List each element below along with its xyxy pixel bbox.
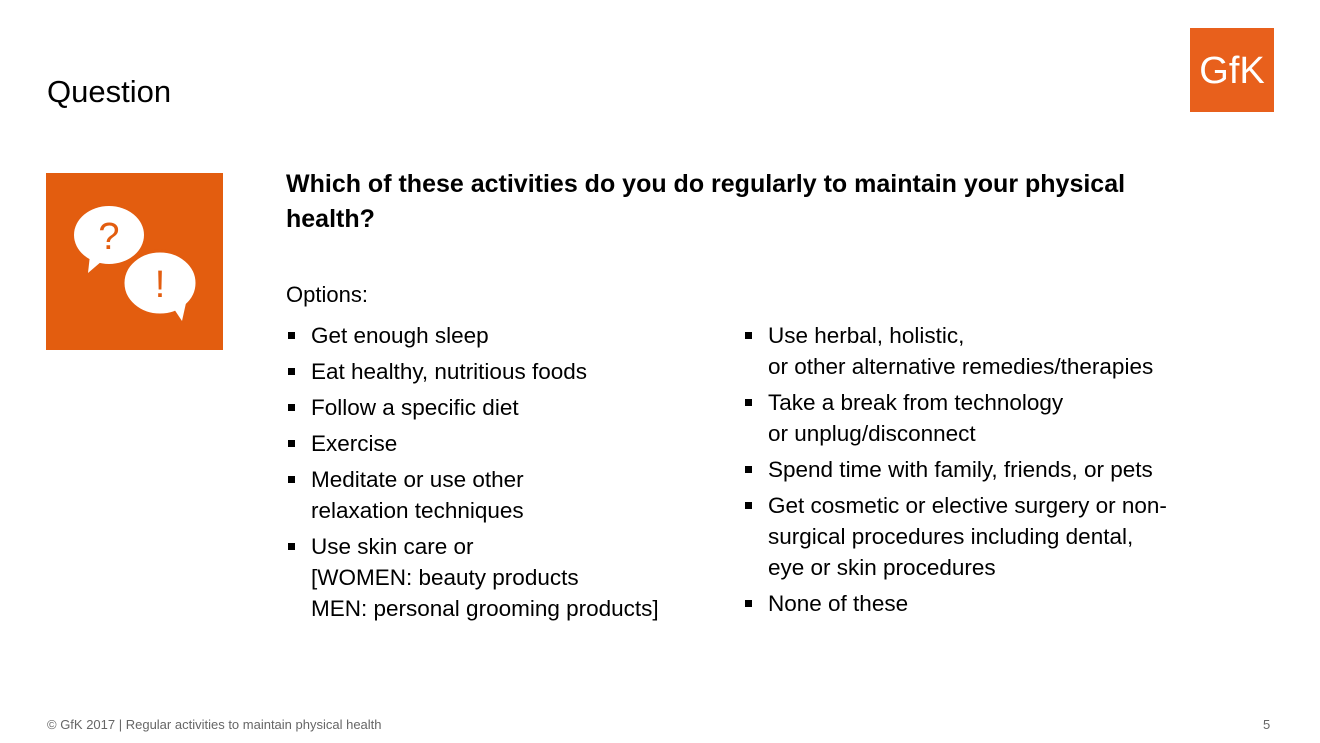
question-exclamation-icon	[46, 173, 223, 350]
slide-title: Question	[47, 74, 172, 109]
option-item	[743, 490, 1167, 583]
option-item	[743, 320, 1167, 382]
option-item	[286, 356, 659, 387]
option-line: Get enough sleep	[311, 323, 489, 348]
option-line: MEN: personal grooming products]	[311, 596, 659, 621]
option-line: surgical procedures including dental,	[768, 524, 1134, 549]
option-item	[743, 454, 1167, 485]
svg-text:GfK: GfK	[1199, 50, 1265, 92]
option-line: Use herbal, holistic,	[768, 323, 965, 348]
options-list-left	[286, 320, 659, 629]
option-line: Get cosmetic or elective surgery or non-	[768, 493, 1167, 518]
option-line: Meditate or use other	[311, 467, 524, 492]
svg-text:?: ?	[98, 216, 120, 258]
options-list-right	[743, 320, 1167, 624]
option-line: Exercise	[311, 431, 398, 456]
option-line: or unplug/disconnect	[768, 421, 976, 446]
options-label: Options:	[286, 282, 368, 307]
question-text: Which of these activities do you do regularly to maintain your physical health?	[286, 170, 1126, 233]
option-line: Follow a specific diet	[311, 395, 519, 420]
gfk-logo	[1190, 28, 1274, 112]
option-line: [WOMEN: beauty products	[311, 565, 579, 590]
option-line: Take a break from technology	[768, 390, 1064, 415]
option-item	[286, 320, 659, 351]
svg-text:!: !	[154, 264, 166, 306]
option-item	[743, 387, 1167, 449]
option-line: Spend time with family, friends, or pets	[768, 457, 1153, 482]
option-line: None of these	[768, 591, 909, 616]
option-line: Eat healthy, nutritious foods	[311, 359, 587, 384]
option-item	[286, 428, 659, 459]
option-line: or other alternative remedies/therapies	[768, 354, 1154, 379]
option-item	[743, 588, 1167, 619]
footer: © GfK 2017 | Regular activities to maintain physical health	[47, 717, 382, 732]
option-item	[286, 531, 659, 624]
option-line: Use skin care or	[311, 534, 474, 559]
option-line: relaxation techniques	[311, 498, 524, 523]
page-number: 5	[1263, 717, 1271, 732]
option-line: eye or skin procedures	[768, 555, 996, 580]
option-item	[286, 392, 659, 423]
option-item	[286, 464, 659, 526]
